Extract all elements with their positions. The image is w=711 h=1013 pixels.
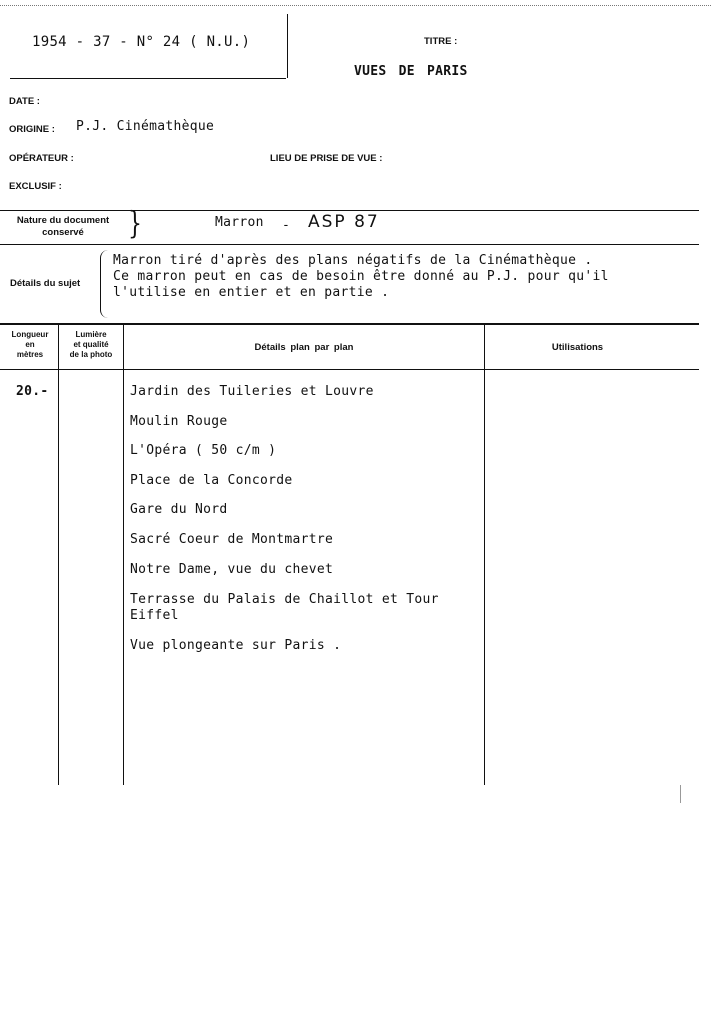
origine-value: P.J. Cinémathèque [76, 119, 215, 134]
scan-mark [680, 785, 681, 803]
titre-label: TITRE : [424, 36, 458, 47]
nature-brace: } [128, 207, 142, 242]
reference-underline [10, 78, 286, 79]
plan-item: Notre Dame, vue du chevet [130, 562, 334, 577]
top-rule [0, 5, 711, 6]
plan-item: Terrasse du Palais de Chaillot et Tour Eiffel [130, 592, 439, 623]
details-brace [100, 250, 109, 318]
details-sujet-text [113, 253, 609, 301]
header-lumiere-line: et qualité [73, 340, 109, 349]
header-lumiere-line: de la photo [69, 350, 113, 359]
col-divider-1 [58, 323, 59, 785]
header-longueur-line: en [25, 340, 35, 349]
nature-value: Marron [215, 215, 264, 230]
nature-top-rule [0, 210, 699, 211]
nature-label-line1: Nature du document [16, 215, 110, 226]
details-line: Marron tiré d'après des plans négatifs de la Cinémathèque . [113, 253, 593, 268]
details-sujet-label: Détails du sujet [10, 278, 81, 289]
nature-label [4, 215, 122, 239]
header-longueur [2, 330, 58, 360]
date-label: DATE : [9, 96, 40, 107]
table-header-rule [0, 369, 699, 370]
header-longueur-line: mètres [16, 350, 44, 359]
longueur-value: 20.- [16, 384, 49, 399]
details-line: Ce marron peut en cas de besoin être donné au P.J. pour qu'il [113, 269, 609, 284]
details-top-rule [0, 244, 699, 245]
nature-handwritten: ASP 87 [308, 212, 380, 232]
nature-dash: - [282, 218, 291, 233]
header-utilisations: Utilisations [551, 342, 604, 353]
table-top-rule [0, 323, 699, 325]
header-details: Détails plan par plan [254, 342, 354, 353]
lieu-label: LIEU DE PRISE DE VUE : [270, 153, 383, 164]
header-longueur-line: Longueur [11, 330, 49, 339]
nature-label-line2: conservé [42, 227, 84, 238]
exclusif-label: EXCLUSIF : [9, 181, 62, 192]
plan-item: Jardin des Tuileries et Louvre [130, 384, 374, 399]
header-lumiere [59, 330, 123, 360]
plan-item: Moulin Rouge [130, 414, 228, 429]
header-divider [287, 14, 288, 78]
col-divider-2 [123, 323, 124, 785]
origine-label: ORIGINE : [9, 124, 55, 135]
header-lumiere-line: Lumière [75, 330, 107, 339]
plan-item: Gare du Nord [130, 502, 228, 517]
reference-number: 1954 - 37 - N° 24 ( N.U.) [32, 34, 251, 50]
operateur-label: OPÉRATEUR : [9, 153, 74, 164]
col-divider-3 [484, 323, 485, 785]
plan-item: Vue plongeante sur Paris . [130, 638, 342, 653]
details-line: l'utilise en entier et en partie . [113, 285, 390, 300]
plan-item: Place de la Concorde [130, 473, 293, 488]
plan-item: Sacré Coeur de Montmartre [130, 532, 334, 547]
plan-item: L'Opéra ( 50 c/m ) [130, 443, 277, 458]
titre-value: VUES DE PARIS [354, 64, 468, 79]
